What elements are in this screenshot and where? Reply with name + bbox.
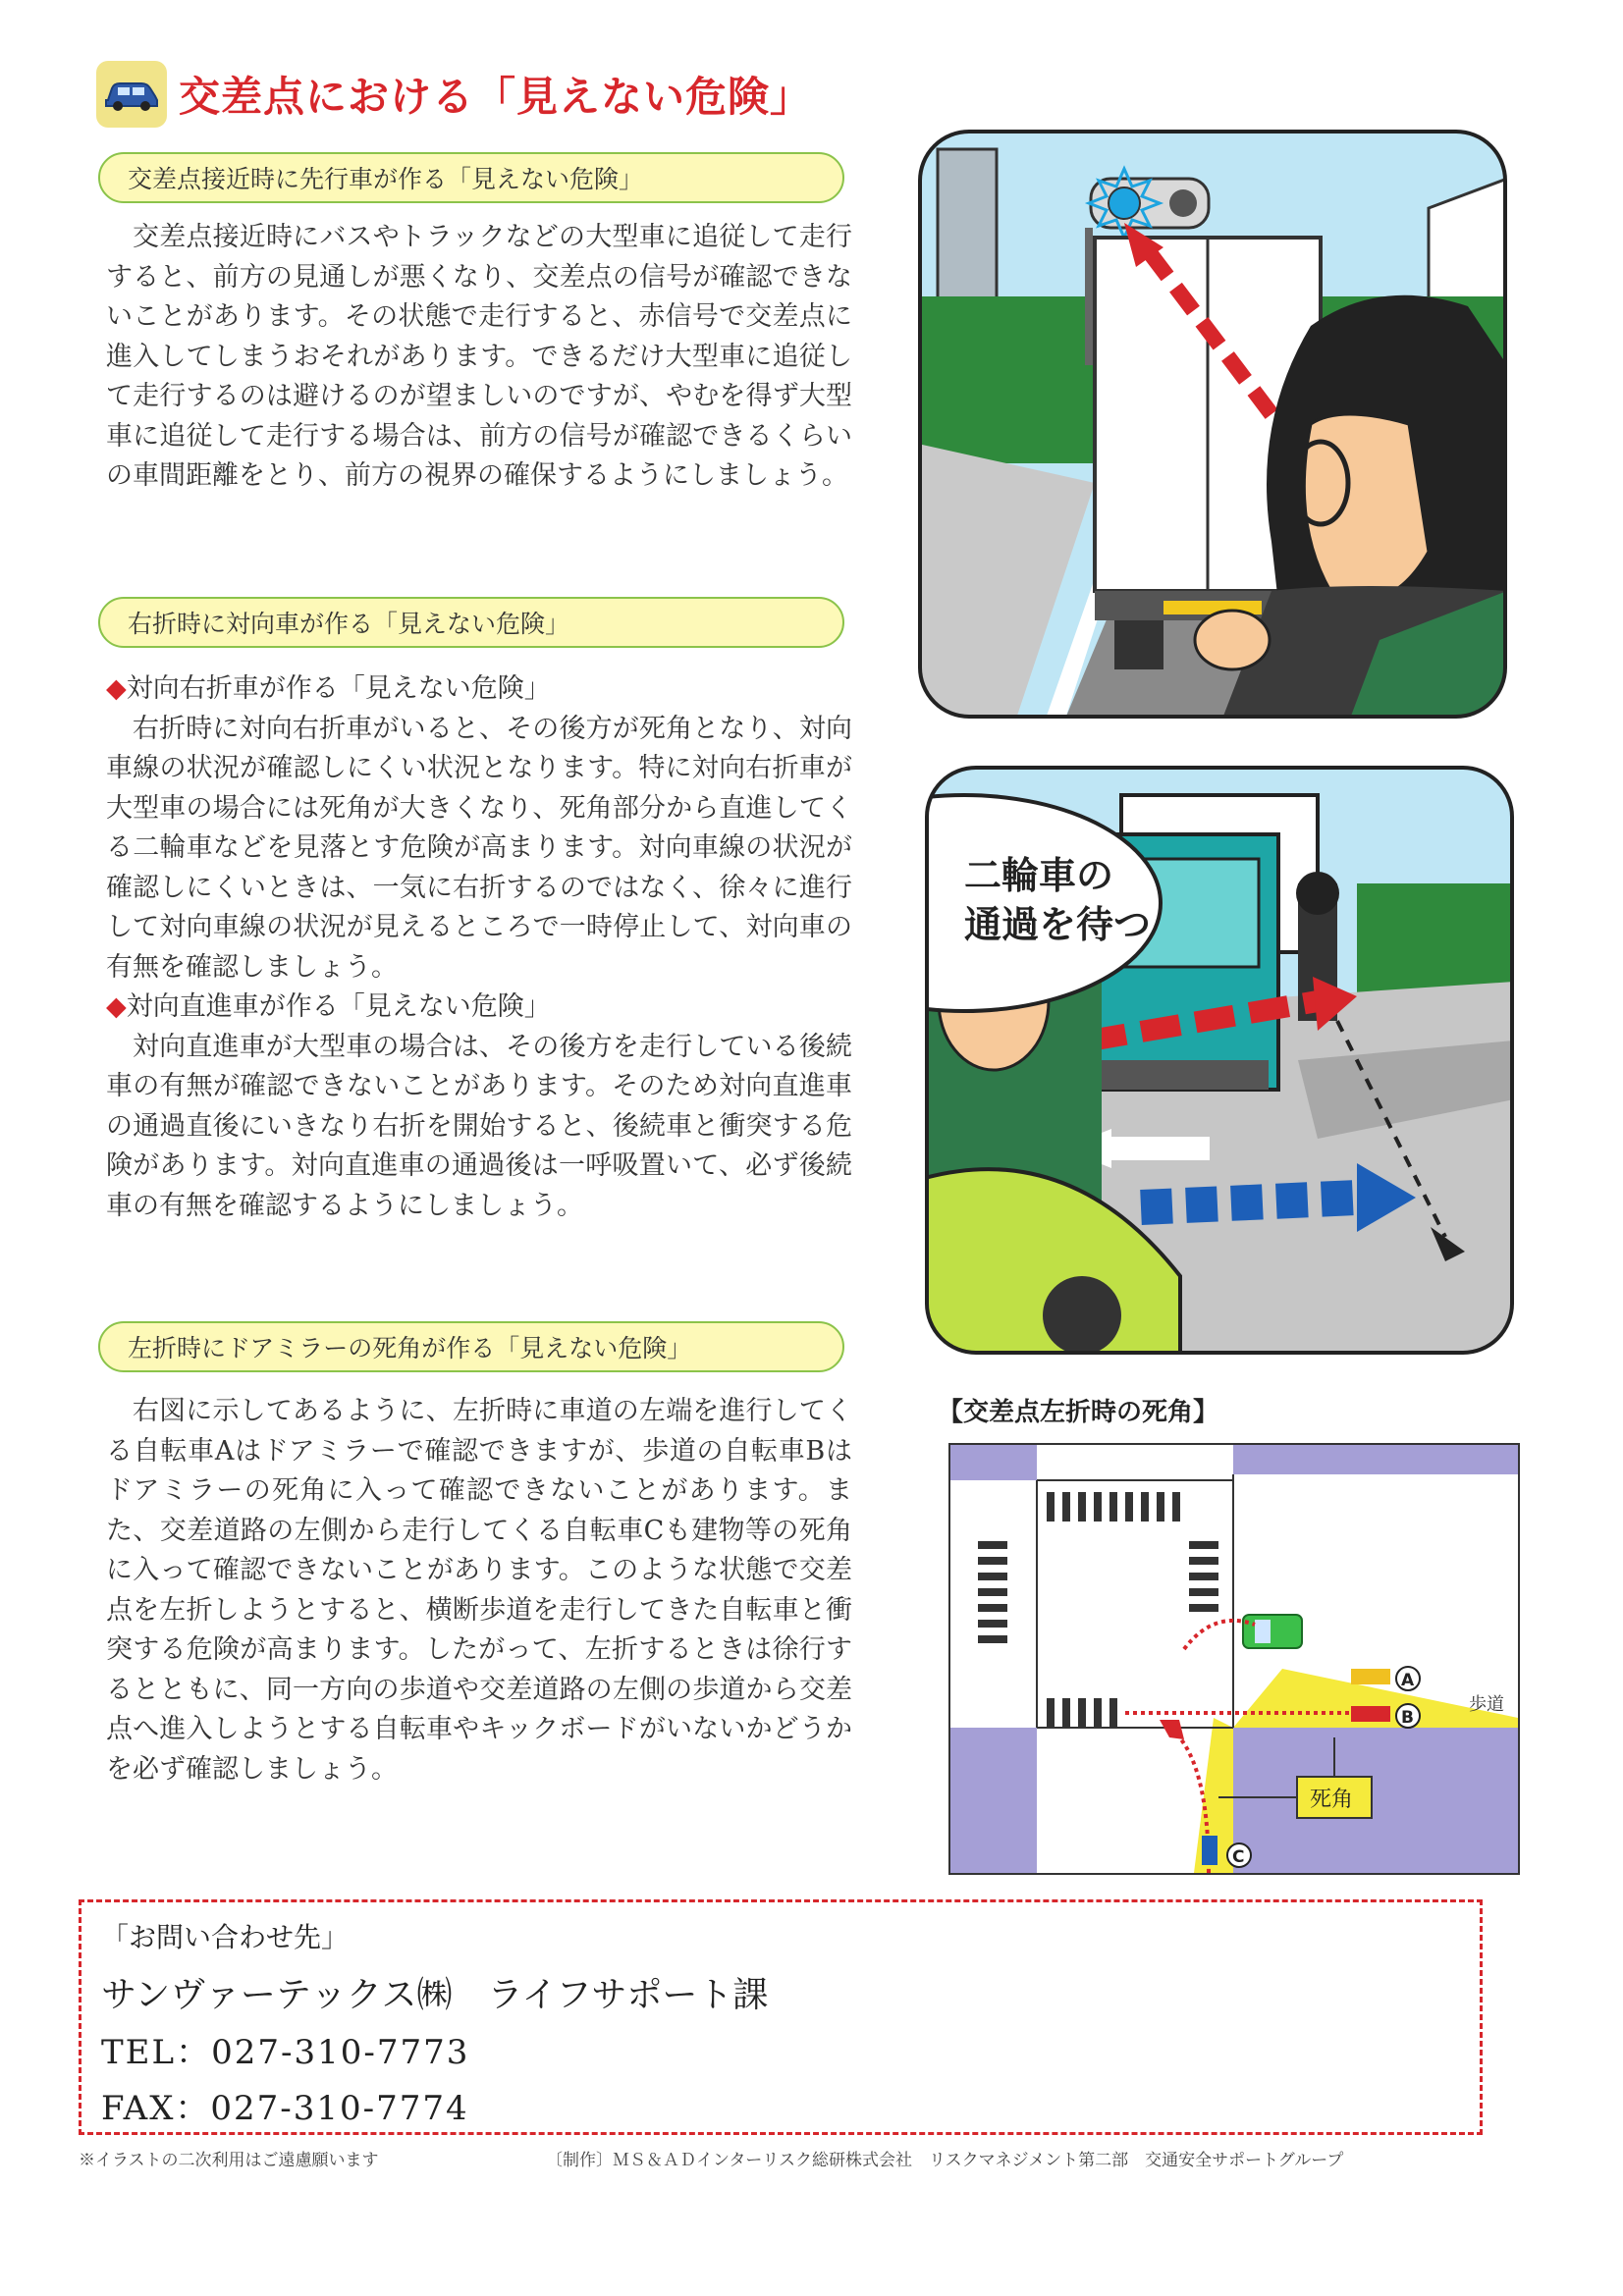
contact-label: 「お問い合わせ先」 <box>101 1921 350 1953</box>
section-body-3 <box>106 1392 852 1789</box>
section-header-1: 交差点接近時に先行車が作る「見えない危険」 <box>98 152 844 203</box>
diagram-left-turn-blind-spot <box>948 1443 1520 1875</box>
diamond-icon: ◆ <box>106 673 127 704</box>
diamond-icon: ◆ <box>106 991 127 1022</box>
title-block <box>96 53 812 135</box>
label-blind-spot: 死角 <box>1310 1788 1354 1812</box>
contact-fax: FAX：027-310-7774 <box>101 2089 469 2128</box>
contact-company: サンヴァーテックス㈱ ライフサポート課 <box>101 1975 769 2015</box>
subsection-1-text: 右折時に対向右折車がいると、その後方が死角となり、対向車線の状況が確認しにくい状況となります。特に対向右折車が大型車の場合には死角が大きくなり、死角部分から直進してくる二輪車などを見落とす危険が高まります。対向車線の状況が確認しにくいときは、一気に右折するのではなく、徐々に進行して対向車線の状況が見えるところで一時停止して、対向車の有無を確認しましょう。 <box>106 713 852 983</box>
page-title: 交差点における「見えない危険」 <box>179 73 813 121</box>
section-3-text: 右図に示してあるように、左折時に車道の左端を進行してくる自転車Aはドアミラーで確認できますが、歩道の自転車Bはドアミラーの死角に入って確認できないことがあります。また、交差道路の左側から走行してくる自転車Cも建物等の死角に入って確認できないことがあります。このような状態で交差点を左折しようとすると、横断歩道を走行してきた自転車と衝突する危険が高まります。したがって、左折するときは徐行するとともに、同一方向の歩道や交差道路の左側の歩道から交差点へ進入しようとする自転車やキックボードがいないかどうかを必ず確認しましょう。 <box>106 1396 852 1785</box>
speech-bubble-line1: 二輪車の <box>964 854 1114 897</box>
label-bicycle-c: C <box>1232 1847 1245 1867</box>
diagram-caption: 【交差点左折時の死角】 <box>938 1398 1219 1427</box>
contact-box <box>79 1899 1483 2135</box>
subsection-heading-2-text: 対向直進車が作る「見えない危険」 <box>126 991 551 1022</box>
section-body-2 <box>106 669 852 1226</box>
label-bicycle-a: A <box>1401 1671 1415 1690</box>
footer-credit: 〔制作〕ＭＳ＆ＡＤインターリスク総研株式会社 リスクマネジメント第二部 交通安全サポートグループ <box>546 2151 1344 2170</box>
section-header-3: 左折時にドアミラーの死角が作る「見えない危険」 <box>98 1321 844 1372</box>
section-1-text: 交差点接近時にバスやトラックなどの大型車に追従して走行すると、前方の見通しが悪くなり、交差点の信号が確認できないことがあります。その状態で走行すると、赤信号で交差点に進入してしまうおそれがあります。できるだけ大型車に追従して走行するのは避けるのが望ましいのですが、やむを得ず大型車に追従して走行する場合は、前方の信号が確認できるくらいの車間距離をとり、前方の視界の確保するようにしましょう。 <box>106 222 852 491</box>
illustration-truck-blocking-signal <box>918 130 1507 719</box>
section-header-2: 右折時に対向車が作る「見えない危険」 <box>98 597 844 648</box>
label-sidewalk: 歩道 <box>1469 1694 1504 1715</box>
section-body-1 <box>106 218 852 497</box>
illustration-right-turn-wait <box>925 766 1514 1355</box>
car-icon <box>96 61 167 128</box>
subsection-heading-1-text: 対向右折車が作る「見えない危険」 <box>126 673 551 704</box>
speech-bubble-line2: 通過を待つ <box>964 903 1152 946</box>
subsection-2-text: 対向直進車が大型車の場合は、その後方を走行している後続車の有無が確認できないことがあります。そのため対向直進車の通過直後にいきなり右折を開始すると、後続車と衝突する危険があります。対向直進車の通過後は一呼吸置いて、必ず後続車の有無を確認するようにしましょう。 <box>106 1031 852 1221</box>
footer-note: ※イラストの二次利用はご遠慮願います <box>79 2151 379 2170</box>
subsection-heading-1 <box>106 669 852 710</box>
contact-tel: TEL：027-310-7773 <box>101 2033 470 2072</box>
subsection-heading-2 <box>106 988 852 1028</box>
label-bicycle-b: B <box>1401 1708 1414 1728</box>
